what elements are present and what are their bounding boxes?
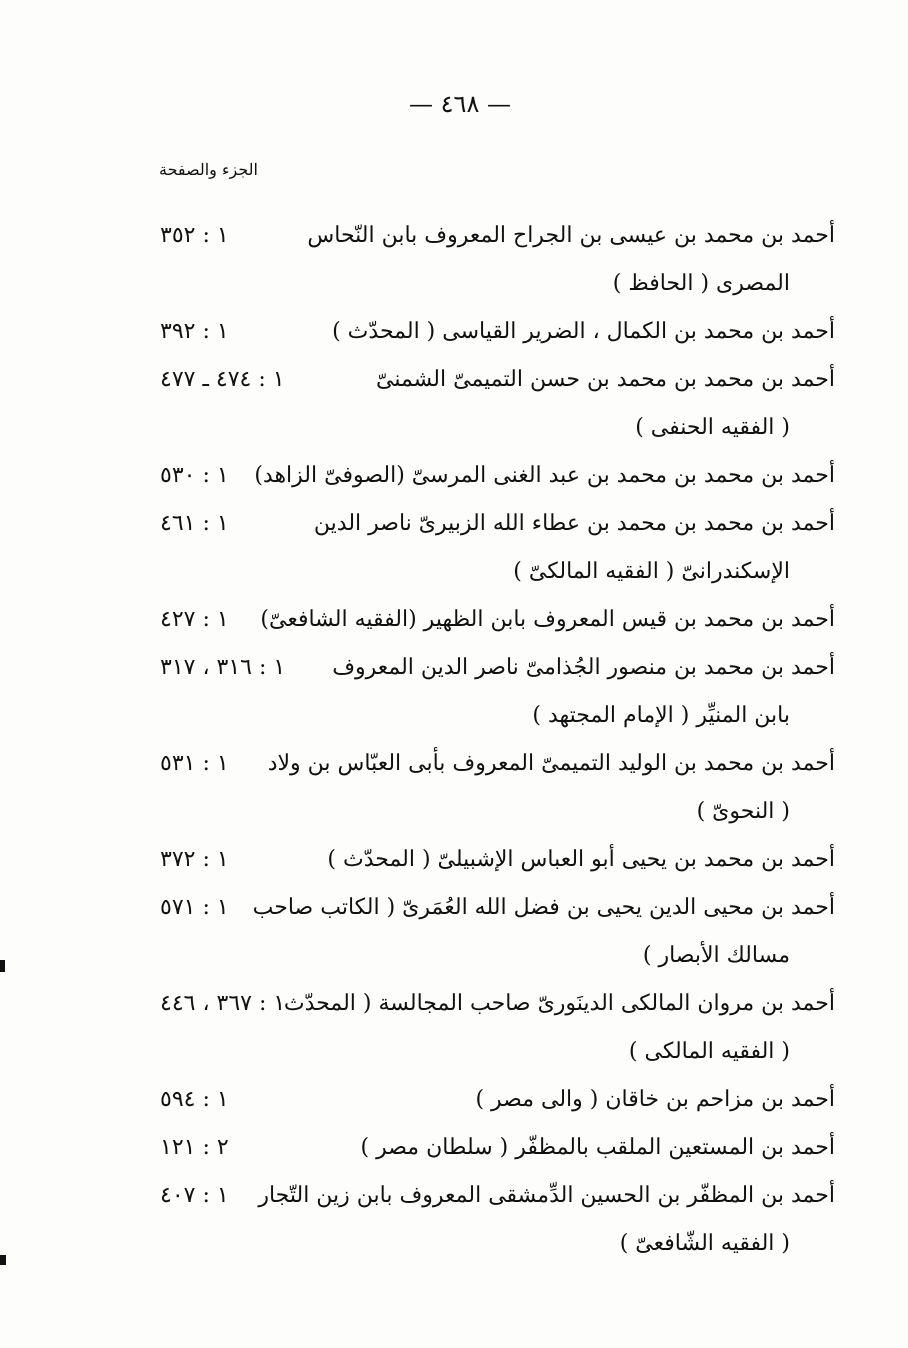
- entry-name: أحمد بن المستعين الملقب بالمظفّر ( سلطان مصر ): [360, 1135, 835, 1160]
- index-entry: [160, 1076, 835, 1124]
- entry-reference: ١ : ٤٦١: [160, 511, 229, 536]
- scan-edge-mark: [0, 960, 5, 972]
- index-entry: [160, 212, 835, 308]
- column-header: الجزء والصفحة: [158, 160, 258, 179]
- entry-reference: ١ : ٥٧١: [160, 895, 229, 920]
- entry-name: أحمد بن مزاحم بن خاقان ( والى مصر ): [475, 1087, 835, 1112]
- entry-continuation: الإسكندرانىّ ( الفقيه المالكىّ ): [513, 559, 790, 584]
- index-entry: [160, 836, 835, 884]
- entry-reference: ١ : ٤٢٧: [160, 607, 229, 632]
- entry-reference: ١ : ٤٠٧: [160, 1183, 229, 1208]
- index-entry: [160, 1172, 835, 1268]
- entry-continuation: ( الفقيه الحنفى ): [635, 415, 790, 440]
- entry-name: أحمد بن محمد بن محمد بن عطاء الله الزبيرىّ ناصر الدين: [313, 511, 835, 536]
- entry-reference: ٢ : ١٢١: [160, 1135, 229, 1160]
- index-entry: [160, 500, 835, 596]
- entry-name: أحمد بن المظفّر بن الحسين الدِّمشقى المعروف بابن زين التّجار: [258, 1183, 835, 1208]
- index-entry: [160, 1124, 835, 1172]
- entry-name: أحمد بن محمد بن محمد بن حسن التميمىّ الشمنىّ: [375, 367, 835, 392]
- index-entry: [160, 356, 835, 452]
- entry-name: أحمد بن محمد بن الكمال ، الضرير القياسى ( المحدّث ): [332, 319, 835, 344]
- index-entry: [160, 308, 835, 356]
- entry-continuation: بابن المنيِّر ( الإمام المجتهد ): [532, 703, 790, 728]
- entry-name: أحمد بن محمد بن يحيى أبو العباس الإشبيلىّ ( المحدّث ): [327, 847, 835, 872]
- entry-reference: ١ : ٥٣١: [160, 751, 229, 776]
- entry-reference: ١ : ٥٩٤: [160, 1087, 229, 1112]
- entry-continuation: ( الفقيه الشّافعىّ ): [619, 1231, 790, 1256]
- page-number: — ٤٦٨ —: [409, 90, 511, 118]
- index-entry: [160, 740, 835, 836]
- entry-continuation: المصرى ( الحافظ ): [612, 271, 790, 296]
- entry-name: أحمد بن محمد بن محمد بن عبد الغنى المرسىّ (الصوفىّ الزاهد): [254, 463, 835, 488]
- entry-reference: ١ : ٥٣٠: [160, 463, 229, 488]
- index-entry: [160, 884, 835, 980]
- entry-name: أحمد بن محمد بن عيسى بن الجراح المعروف بابن النّحاس: [307, 223, 835, 248]
- entry-continuation: مسالك الأبصار ): [642, 943, 790, 968]
- entry-reference: ١ : ٣٧٢: [160, 847, 229, 872]
- entry-reference: ١ : ٤٧٤ ـ ٤٧٧: [160, 367, 285, 392]
- entry-name: أحمد بن محيى الدين يحيى بن فضل الله العُمَرىّ ( الكاتب صاحب: [252, 895, 835, 920]
- index-entry: [160, 596, 835, 644]
- entry-name: أحمد بن محمد بن الوليد التميمىّ المعروف بأبى العبّاس بن ولاد: [267, 751, 835, 776]
- entry-name: أحمد بن محمد بن منصور الجُذامىّ ناصر الدين المعروف: [332, 655, 835, 680]
- entry-continuation: ( الفقيه المالكى ): [628, 1039, 790, 1064]
- entry-reference: ١ : ٣٦٧ ، ٤٤٦: [160, 991, 286, 1016]
- index-entry: [160, 980, 835, 1076]
- index-entry: [160, 452, 835, 500]
- entry-name: أحمد بن مروان المالكى الدينَورىّ صاحب المجالسة ( المحدّث: [283, 991, 835, 1016]
- index-entry: [160, 644, 835, 740]
- entry-continuation: ( النحوىّ ): [696, 799, 790, 824]
- entry-reference: ١ : ٣١٦ ، ٣١٧: [160, 655, 286, 680]
- entry-reference: ١ : ٣٥٢: [160, 223, 229, 248]
- scan-edge-mark: [0, 1255, 6, 1265]
- entry-name: أحمد بن محمد بن قيس المعروف بابن الظهير (الفقيه الشافعىّ): [260, 607, 835, 632]
- entry-reference: ١ : ٣٩٢: [160, 319, 229, 344]
- index-entries: [160, 212, 835, 1268]
